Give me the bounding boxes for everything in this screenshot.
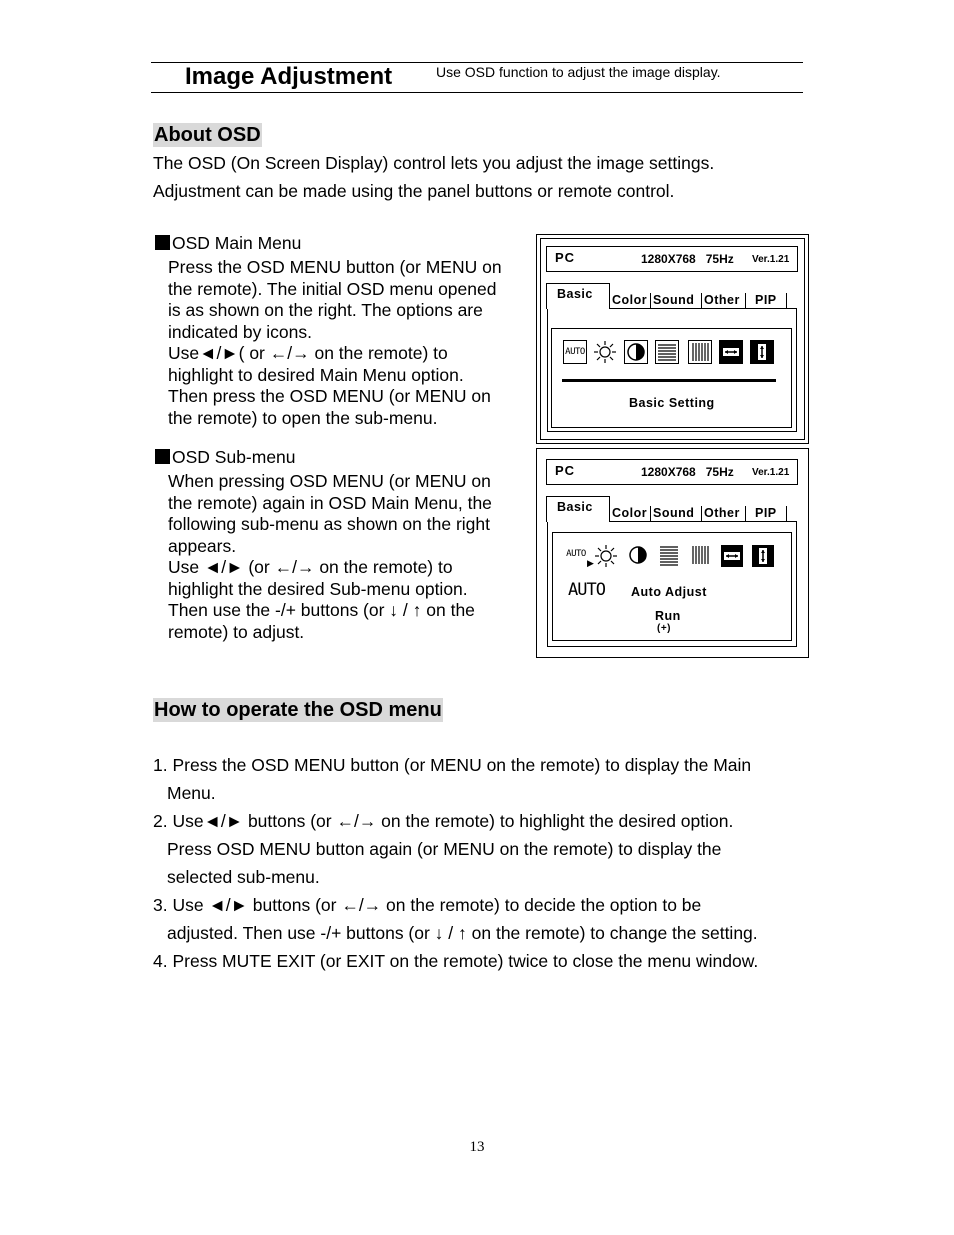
sub-menu-line: Then use the -/+ buttons (or ↓ / ↑ on the: [168, 600, 475, 620]
bullet-square-icon: [155, 235, 170, 250]
howto-step-line: adjusted. Then use -/+ buttons (or ↓ / ↑ on the remote) to change the setting.: [167, 923, 758, 943]
vertical-size-icon[interactable]: [750, 340, 774, 364]
sub-menu-title-text: OSD Sub-menu: [172, 447, 296, 467]
main-menu-line: Press the OSD MENU button (or MENU on: [168, 257, 502, 277]
osd-sub-caption: Auto Adjust: [631, 585, 707, 599]
tab-sound[interactable]: Sound: [650, 506, 694, 522]
page-number: 13: [469, 1139, 485, 1155]
horizontal-size-icon[interactable]: [721, 545, 743, 567]
page-title: Image Adjustment: [185, 63, 393, 90]
main-menu-title-text: OSD Main Menu: [172, 233, 302, 253]
bullet-square-icon: [155, 449, 170, 464]
howto-heading: How to operate the OSD menu: [154, 699, 442, 721]
brightness-icon[interactable]: [593, 340, 617, 364]
page-header: [151, 62, 803, 93]
howto-step-line: 3. Use ◄/► buttons (or ←/→ on the remote) to decide the option to be: [153, 895, 702, 915]
osd-version-label: Ver.1.21: [752, 467, 790, 478]
about-line-2: Adjustment can be made using the panel buttons or remote control.: [153, 181, 675, 201]
sub-menu-line: When pressing OSD MENU (or MENU on: [168, 471, 491, 491]
main-menu-line: Use◄/►( or ←/→ on the remote) to: [168, 343, 448, 363]
auto-icon[interactable]: AUTO: [563, 340, 587, 364]
contrast-icon[interactable]: [624, 340, 648, 364]
howto-step-line: 1. Press the OSD MENU button (or MENU on the remote) to display the Main: [153, 755, 752, 775]
osd-main-tabs: [609, 293, 787, 309]
osd-version-label: Ver.1.21: [752, 254, 790, 265]
osd-main-status-bar: [546, 246, 798, 272]
tab-pip[interactable]: PIP: [745, 293, 787, 309]
main-menu-body: [168, 257, 502, 429]
osd-source-label: PC: [555, 250, 576, 265]
osd-sub-auto-label: AUTO: [568, 580, 605, 600]
horizontal-position-icon[interactable]: [655, 340, 679, 364]
osd-main-caption: Basic Setting: [629, 396, 715, 410]
main-menu-line: the remote) to open the sub-menu.: [168, 407, 438, 428]
contrast-icon[interactable]: [627, 544, 651, 568]
sub-menu-line: Use ◄/► (or ←/→ on the remote) to: [168, 557, 453, 577]
vertical-position-icon[interactable]: [690, 544, 714, 568]
tab-other[interactable]: Other: [701, 506, 740, 522]
tab-color[interactable]: Color: [609, 506, 647, 522]
tab-basic[interactable]: Basic: [546, 496, 610, 522]
about-heading: About OSD: [154, 124, 261, 146]
sub-menu-line: remote) to adjust.: [168, 621, 305, 642]
vertical-position-icon[interactable]: [688, 340, 712, 364]
osd-resolution-label: 1280X768 75Hz: [641, 252, 734, 266]
main-menu-line: Then press the OSD MENU (or MENU on: [168, 386, 491, 406]
horizontal-position-icon[interactable]: [658, 544, 682, 568]
brightness-icon[interactable]: [594, 544, 618, 568]
osd-sub-plus-hint: (+): [657, 623, 671, 634]
main-menu-title: [155, 233, 301, 254]
horizontal-size-icon[interactable]: [719, 340, 743, 364]
howto-step-line: 2. Use◄/► buttons (or ←/→ on the remote) to highlight the desired option.: [153, 811, 734, 831]
sub-menu-title: [155, 447, 296, 468]
osd-sub-run-label: Run: [655, 609, 681, 623]
osd-sub-tabs: [609, 506, 787, 522]
osd-sub-status-bar: [546, 459, 798, 485]
tab-pip[interactable]: PIP: [745, 506, 787, 522]
main-menu-line: highlight to desired Main Menu option.: [168, 364, 464, 385]
howto-step-line: selected sub-menu.: [167, 867, 320, 887]
osd-divider: [562, 379, 776, 382]
tab-color[interactable]: Color: [609, 293, 647, 309]
auto-icon-selected[interactable]: AUTO: [566, 549, 586, 559]
vertical-size-icon[interactable]: [752, 545, 774, 567]
sub-menu-line: highlight the desired Sub-menu option.: [168, 578, 468, 599]
howto-step-line: 4. Press MUTE EXIT (or EXIT on the remote) twice to close the menu window.: [153, 951, 759, 971]
sub-menu-line: the remote) again in OSD Main Menu, the: [168, 492, 492, 513]
about-line-1: The OSD (On Screen Display) control lets you adjust the image settings.: [153, 153, 715, 173]
sub-menu-line: following sub-menu as shown on the right: [168, 514, 490, 534]
tab-other[interactable]: Other: [701, 293, 740, 309]
main-menu-line: is as shown on the right. The options are: [168, 300, 483, 320]
sub-menu-body: [168, 471, 492, 643]
sub-menu-line: appears.: [168, 535, 237, 556]
page-subtitle: Use OSD function to adjust the image display.: [436, 64, 721, 80]
howto-step-line: Press OSD MENU button again (or MENU on the remote) to display the: [167, 839, 722, 859]
main-menu-line: the remote). The initial OSD menu opened: [168, 278, 497, 299]
selected-pointer-icon: ▶: [587, 558, 594, 568]
main-menu-line: indicated by icons.: [168, 321, 312, 342]
tab-basic[interactable]: Basic: [546, 283, 610, 309]
osd-resolution-label: 1280X768 75Hz: [641, 465, 734, 479]
howto-steps: [153, 751, 758, 975]
tab-sound[interactable]: Sound: [650, 293, 694, 309]
osd-source-label: PC: [555, 463, 576, 478]
howto-step-line: Menu.: [167, 783, 216, 803]
